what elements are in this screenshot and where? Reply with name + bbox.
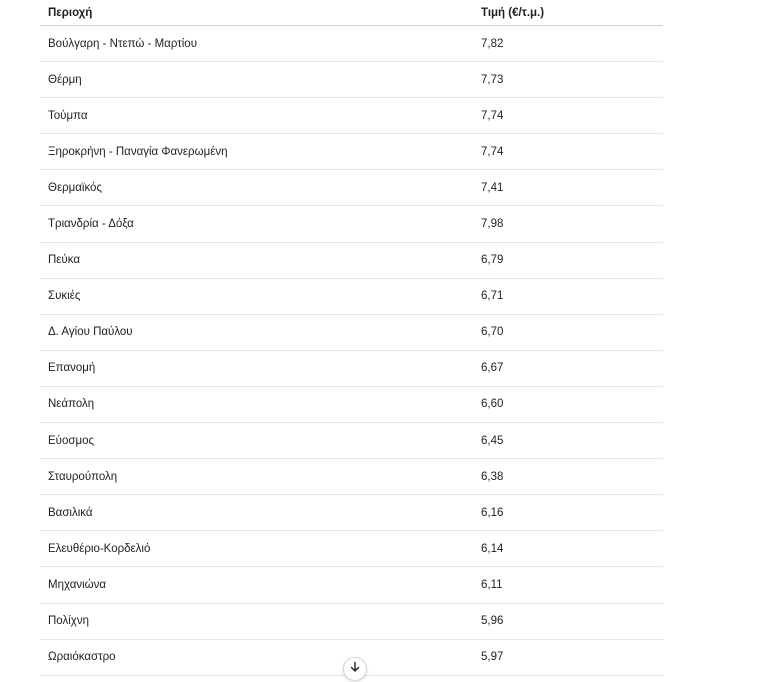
table-row bbox=[40, 98, 663, 134]
table-row bbox=[40, 459, 663, 495]
area-cell: Δ. Αγίου Παύλου bbox=[48, 326, 133, 339]
area-cell: Εύοσμος bbox=[48, 434, 95, 447]
header-price: Τιμή (€/τ.μ.) bbox=[481, 6, 545, 19]
area-cell: Θερμαϊκός bbox=[48, 181, 102, 194]
price-cell: 7,41 bbox=[481, 181, 504, 194]
area-cell: Τούμπα bbox=[48, 109, 88, 122]
area-cell: Συκιές bbox=[48, 290, 81, 303]
table-row bbox=[40, 279, 663, 315]
area-cell: Σταυρούπολη bbox=[48, 470, 118, 483]
area-cell: Πεύκα bbox=[48, 254, 80, 267]
area-cell: Επανομή bbox=[48, 362, 96, 375]
table-row bbox=[40, 243, 663, 279]
price-cell: 6,60 bbox=[481, 398, 504, 411]
table-row bbox=[40, 604, 663, 640]
scroll-down-button[interactable] bbox=[343, 657, 367, 681]
table-row bbox=[40, 26, 663, 62]
price-cell: 6,79 bbox=[481, 254, 504, 267]
arrow-down-icon bbox=[349, 660, 361, 678]
table-row bbox=[40, 387, 663, 423]
table-row bbox=[40, 567, 663, 603]
price-cell: 6,67 bbox=[481, 362, 504, 375]
price-cell: 5,97 bbox=[481, 651, 504, 664]
price-cell: 6,70 bbox=[481, 326, 504, 339]
price-cell: 7,73 bbox=[481, 73, 504, 86]
area-cell: Ξηροκρήνη - Παναγία Φανερωμένη bbox=[48, 145, 228, 158]
price-cell: 7,82 bbox=[481, 37, 504, 50]
price-cell: 7,98 bbox=[481, 218, 504, 231]
price-cell: 6,45 bbox=[481, 434, 504, 447]
table-row bbox=[40, 351, 663, 387]
price-cell: 5,96 bbox=[481, 615, 504, 628]
table-row bbox=[40, 423, 663, 459]
area-cell: Νεάπολη bbox=[48, 398, 95, 411]
area-cell: Βούλγαρη - Ντεπώ - Μαρτίου bbox=[48, 37, 197, 50]
area-cell: Μηχανιώνα bbox=[48, 578, 107, 591]
price-cell: 6,38 bbox=[481, 470, 504, 483]
table-row bbox=[40, 134, 663, 170]
table-header-row bbox=[40, 0, 663, 26]
area-cell: Πολίχνη bbox=[48, 615, 89, 628]
area-cell: Ωραιόκαστρο bbox=[48, 651, 116, 664]
table-row bbox=[40, 531, 663, 567]
area-cell: Ελευθέριο-Κορδελιό bbox=[48, 542, 151, 555]
price-cell: 7,74 bbox=[481, 109, 504, 122]
header-area: Περιοχή bbox=[48, 6, 93, 19]
price-cell: 7,74 bbox=[481, 145, 504, 158]
price-cell: 6,11 bbox=[481, 578, 503, 591]
table-row bbox=[40, 206, 663, 242]
price-cell: 6,71 bbox=[481, 290, 504, 303]
table-body bbox=[40, 26, 663, 676]
area-cell: Τριανδρία - Δόξα bbox=[48, 218, 134, 231]
table-row bbox=[40, 62, 663, 98]
table-row bbox=[40, 170, 663, 206]
table-row bbox=[40, 495, 663, 531]
price-cell: 6,14 bbox=[481, 542, 504, 555]
table-row bbox=[40, 315, 663, 351]
price-cell: 6,16 bbox=[481, 506, 504, 519]
area-cell: Βασιλικά bbox=[48, 506, 93, 519]
price-table bbox=[40, 0, 663, 676]
area-cell: Θέρμη bbox=[48, 73, 82, 86]
